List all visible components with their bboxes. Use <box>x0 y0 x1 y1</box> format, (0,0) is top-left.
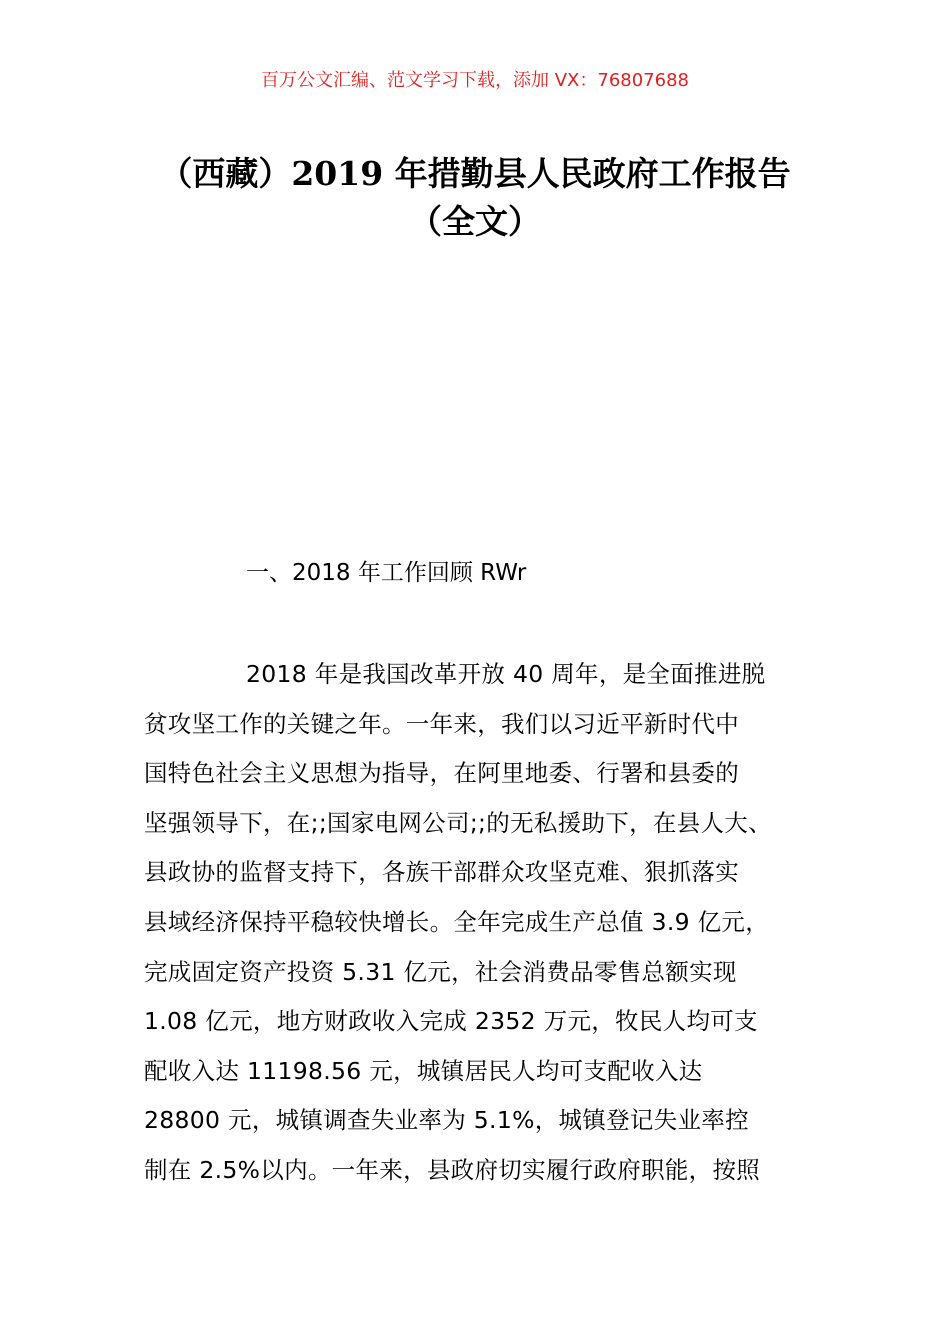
document-title-line-2: （全文） <box>409 202 541 241</box>
paragraph-line: 2018 年是我国改革开放 40 周年，是全面推进脱 <box>246 660 766 688</box>
paragraph-line: 完成固定资产投资 5.31 亿元，社会消费品零售总额实现 <box>144 957 737 986</box>
header-contact-note: 百万公文汇编、范文学习下载，添加 VX：76807688 <box>261 70 689 91</box>
paragraph-line: 国特色社会主义思想为指导，在阿里地委、行署和县委的 <box>144 759 739 788</box>
paragraph-line: 配收入达 11198.56 元，城镇居民人均可支配收入达 <box>144 1056 703 1085</box>
paragraph-line: 县域经济保持平稳较快增长。全年完成生产总值 3.9 亿元， <box>144 907 770 936</box>
paragraph-line: 县政协的监督支持下，各族干部群众攻坚克难、狠抓落实 <box>144 858 739 887</box>
body-paragraph <box>144 650 834 1196</box>
document-title-line-1: （西藏）2019 年措勤县人民政府工作报告 <box>159 154 791 193</box>
paragraph-line: 坚强领导下，在;;国家电网公司;;的无私援助下，在县人大、 <box>144 808 772 837</box>
paragraph-line: 28800 元，城镇调查失业率为 5.1%，城镇登记失业率控 <box>144 1106 749 1135</box>
section-heading: 一、2018 年工作回顾 RWr <box>246 560 527 586</box>
paragraph-line: 贫攻坚工作的关键之年。一年来，我们以习近平新时代中 <box>144 709 739 738</box>
paragraph-line: 制在 2.5%以内。一年来，县政府切实履行政府职能，按照 <box>144 1155 761 1184</box>
paragraph-line: 1.08 亿元，地方财政收入完成 2352 万元，牧民人均可支 <box>144 1007 758 1036</box>
